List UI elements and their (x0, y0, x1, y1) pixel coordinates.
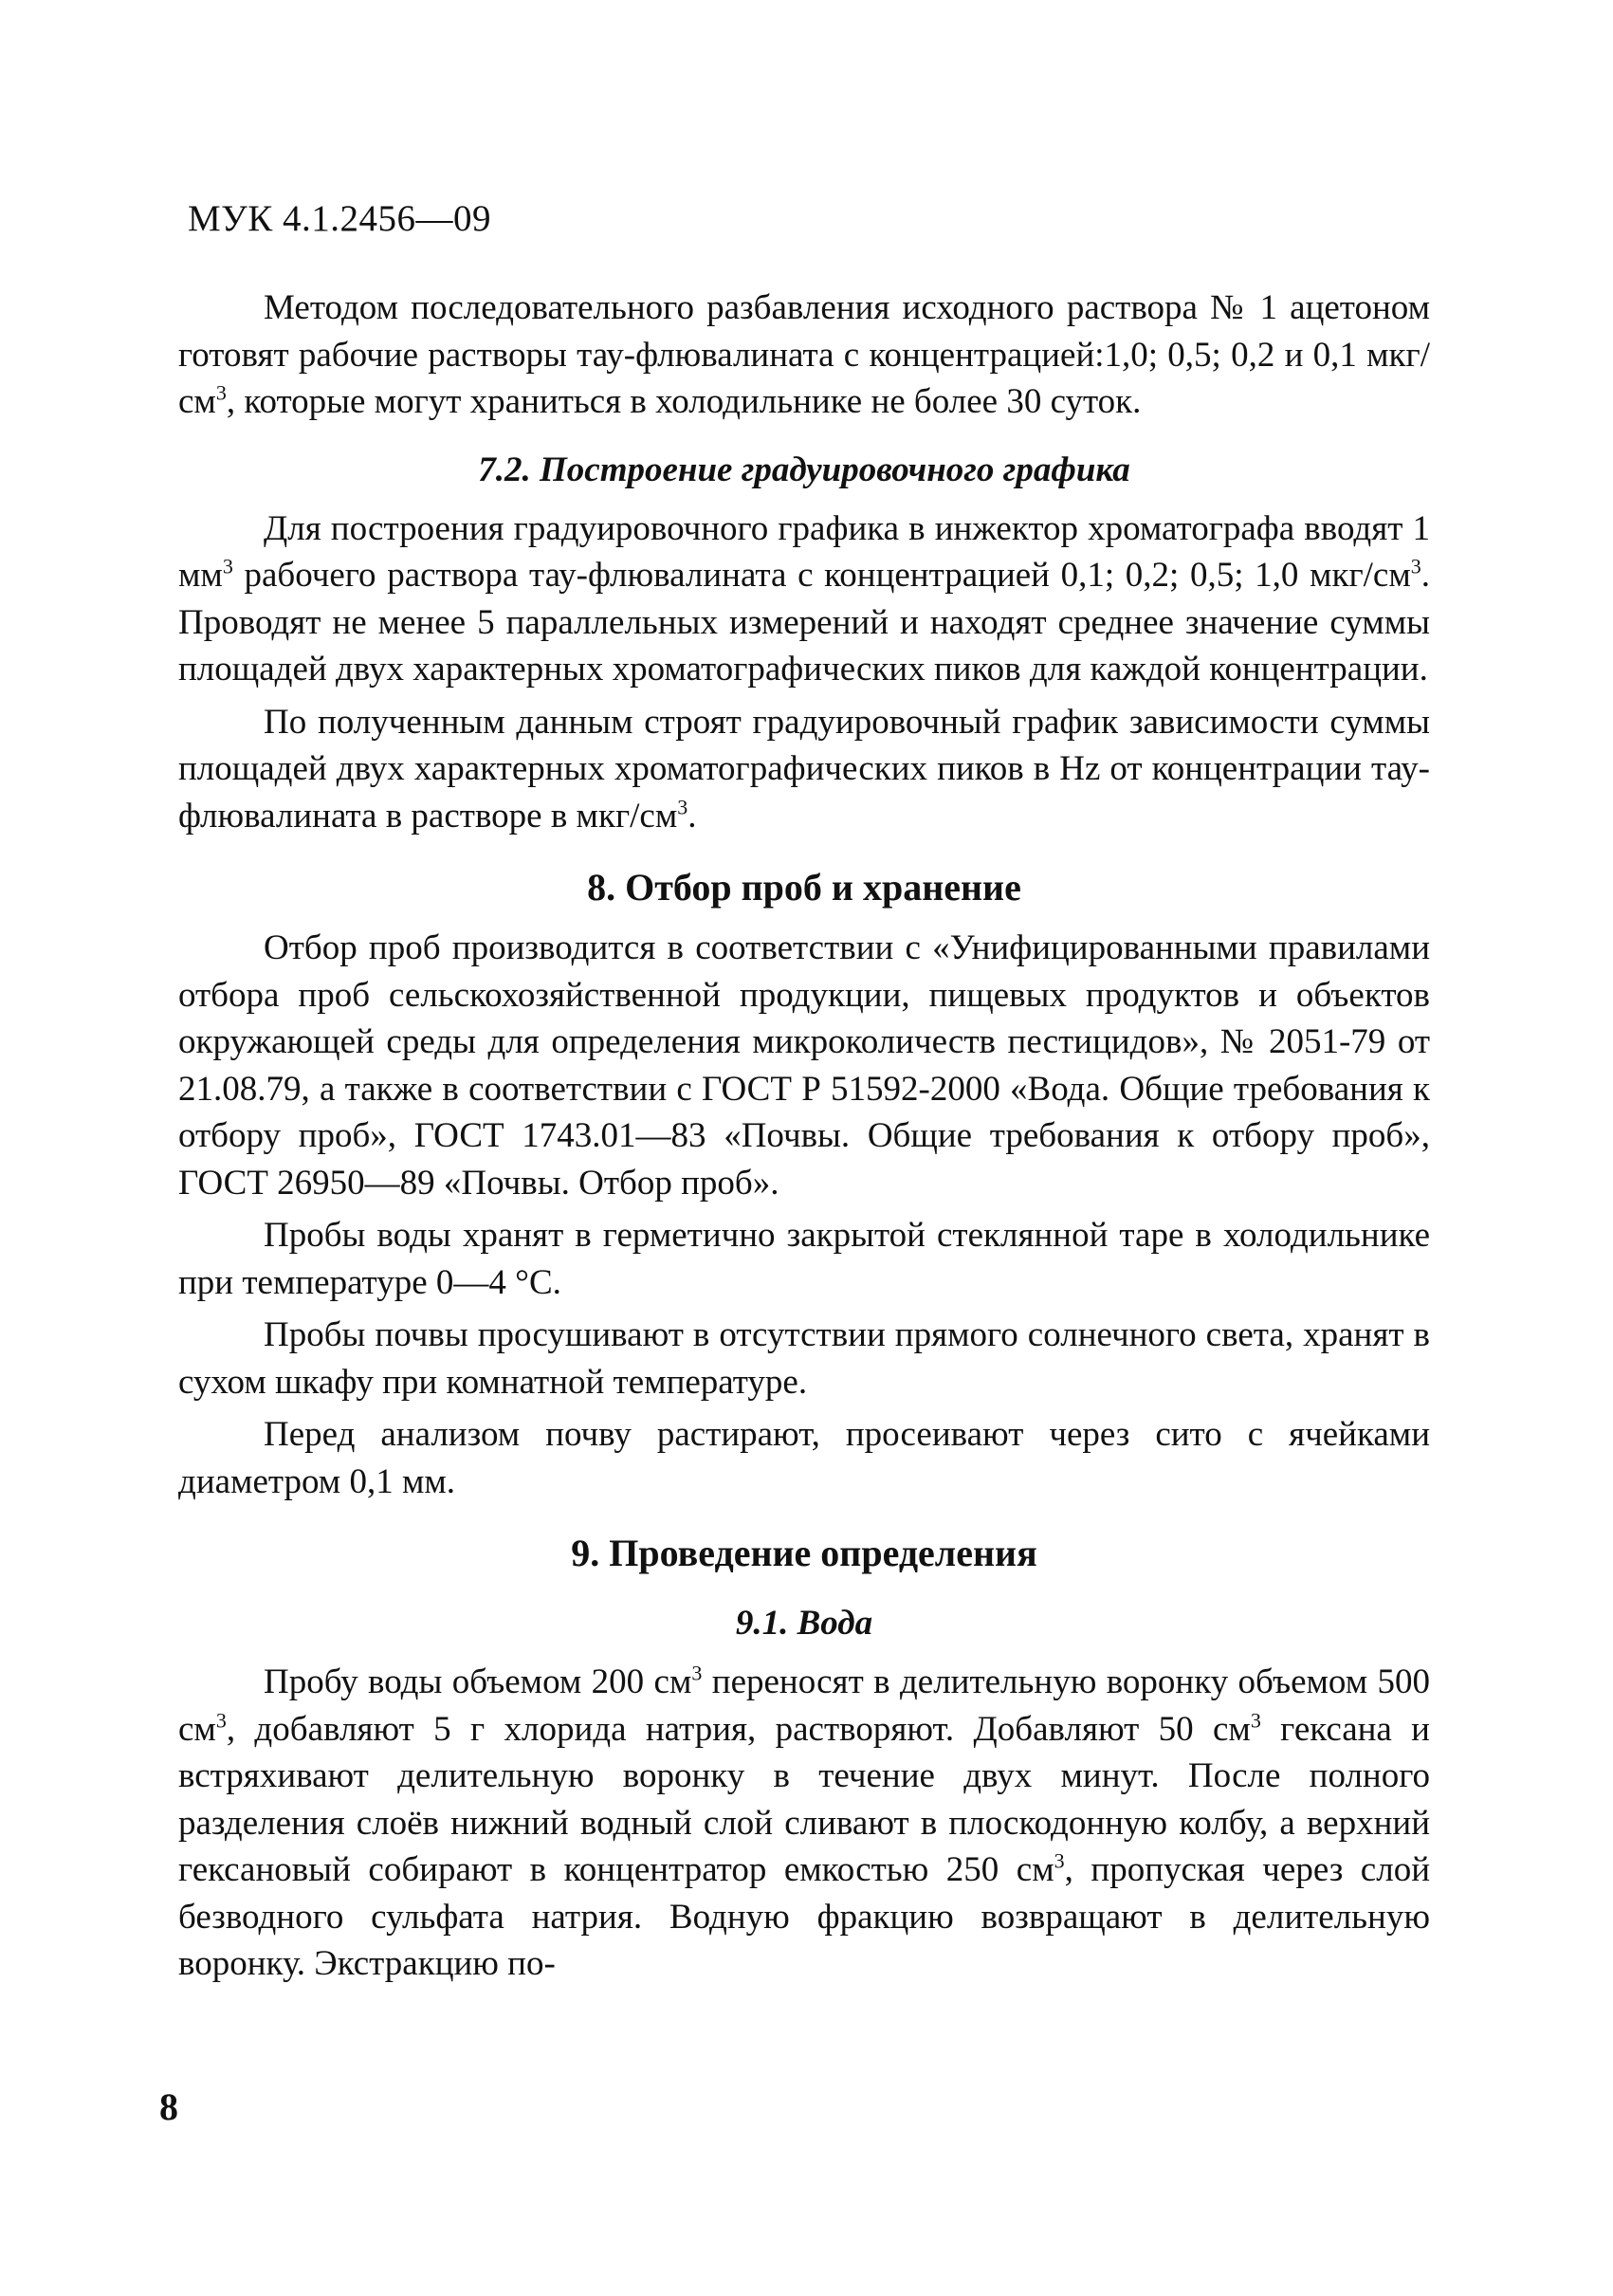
paragraph-8-soil-drying: Пробы почвы просушивают в отсутствии прямого солнечного света, хранят в сухом шкафу при комнатной температуре. (178, 1315, 1430, 1402)
page-number: 8 (159, 2085, 178, 2128)
intro-paragraph: Методом последовательного разбавления исходного раствора № 1 ацетоном готовят рабочие растворы тау-флювалината с концентрацией:1,0; 0,5; 0,2 и 0,1 мкг/$см^3$, которые могут храниться в холодильнике не более 30 суток. (178, 288, 1430, 421)
section-title-8: 8. Отбор проб и хранение (587, 866, 1021, 909)
subsection-title-9-1: 9.1. Вода (735, 1604, 873, 1643)
subsection-title-7-2: 7.2. Построение градуировочного графика (478, 450, 1130, 489)
section-title-9: 9. Проведение определения (571, 1532, 1037, 1574)
paragraph-7-2-graph: По полученным данным строят градуировочный график зависимости суммы площадей двух характерных хроматографических пиков в Hz от концентрации тау-флювалината в растворе в мкг/$см^3$. (178, 702, 1430, 836)
paragraph-8-water-storage: Пробы воды хранят в герметично закрытой стеклянной таре в холодильнике при температуре 0—4 °С. (178, 1216, 1430, 1302)
paragraph-9-1-water: Пробу воды объемом 200 $см^3$ переносят в делительную воронку объемом 500 $см^3$, добавляют 5 г хлорида натрия, растворяют. Добавляют 50 $см^3$ гексана и встряхивают делительную воронку в течение двух минут. После полного разделения слоёв нижний водный слой сливают в плоскодонную колбу, а верхний гексановый собирают в концентратор емкостью 250 $см^3$, пропуская через слой безводного сульфата натрия. Водную фракцию возвращают в делительную воронку. Экстракцию по- (178, 1661, 1431, 1983)
document-code-header: МУК 4.1.2456—09 (188, 198, 492, 239)
paragraph-8-sampling: Отбор проб производится в соответствии с «Унифицированными правилами отбора проб сельскохозяйственной продукции, пищевых продуктов и объектов окружающей среды для определения микроколичеств пестицидов», № 2051-79 от 21.08.79, а также в соответствии с ГОСТ Р 51592-2000 «Вода. Общие требования к отбору проб», ГОСТ 1743.01—83 «Почвы. Общие требования к отбору проб», ГОСТ 26950—89 «Почвы. Отбор проб». (178, 928, 1430, 1203)
paragraph-8-soil-sieving: Перед анализом почву растирают, просеивают через сито с ячейками диаметром 0,1 мм. (178, 1415, 1430, 1501)
paragraph-7-2-calibration: Для построения градуировочного графика в инжектор хроматографа вводят 1 $мм^3$ рабочего раствора тау-флювалината с концентрацией 0,1; 0,2; 0,5; 1,0 мкг/$см^3$. Проводят не менее 5 параллельных измерений и находят среднее значение суммы площадей двух характерных хроматографических пиков для каждой концентрации. (178, 508, 1430, 689)
document-body (178, 285, 1430, 1988)
